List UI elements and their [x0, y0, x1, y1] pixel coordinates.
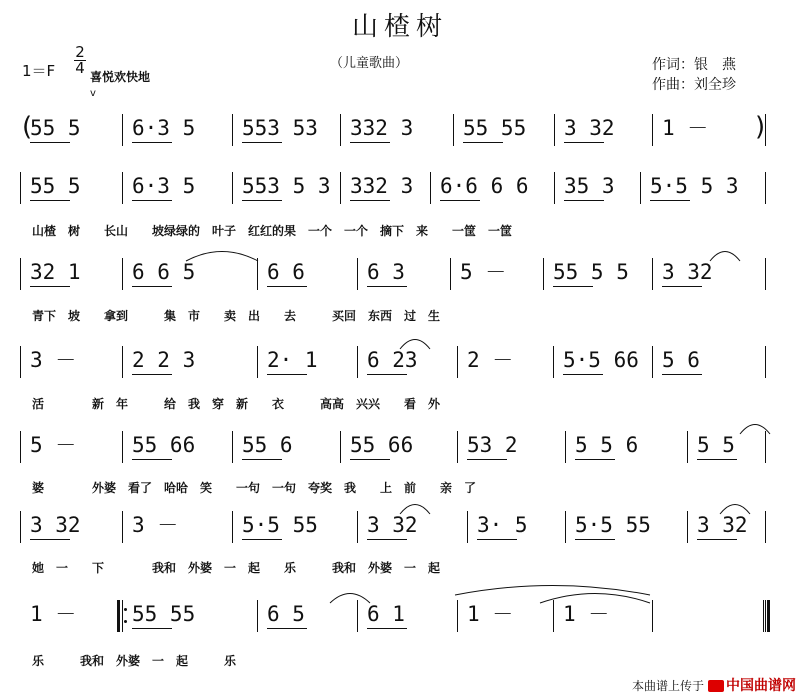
barline	[122, 511, 123, 543]
measure-notes: 53 2	[467, 433, 518, 457]
measure-notes: 6 6 5	[132, 260, 196, 284]
beam-underline	[30, 539, 70, 540]
measure-notes: 1 －	[467, 602, 514, 626]
measure-notes: 3 32	[30, 513, 81, 537]
beam-underline	[463, 142, 503, 143]
footer-text: 本曲谱上传于	[631, 679, 704, 693]
measure-notes: 2 －	[467, 348, 514, 372]
barline	[453, 114, 454, 146]
measure-notes: 6 23	[367, 348, 418, 372]
beam-underline	[242, 142, 282, 143]
beam-underline	[367, 628, 407, 629]
barline	[565, 511, 566, 543]
beam-underline	[132, 459, 172, 460]
lyrics-line: 婆 外婆 看了 哈哈 笑 一句 一句 夸奖 我 上 前 亲 了	[32, 481, 477, 495]
barline	[565, 431, 566, 463]
measure-notes: 3 －	[132, 513, 179, 537]
barline	[765, 258, 766, 290]
beam-underline	[553, 286, 593, 287]
barline	[257, 600, 258, 632]
beam-underline	[350, 200, 390, 201]
site-logo-icon	[708, 680, 724, 692]
measure-notes: 553 5 3	[242, 174, 331, 198]
slur-arc	[400, 336, 430, 350]
time-top: 2	[75, 43, 85, 61]
barline	[232, 511, 233, 543]
measure-notes: 5·5 55	[242, 513, 318, 537]
measure-notes: 6·3 5	[132, 116, 196, 140]
beam-underline	[350, 459, 390, 460]
barline	[20, 431, 21, 463]
measure-notes: 55 5	[30, 174, 81, 198]
barline	[257, 346, 258, 378]
measure-notes: 6 1	[367, 602, 405, 626]
barline	[640, 172, 641, 204]
barline	[652, 258, 653, 290]
measure-notes: 55 55	[463, 116, 527, 140]
final-barline-thin	[763, 600, 764, 632]
barline	[20, 172, 21, 204]
barline	[430, 172, 431, 204]
measure-notes: 3 32	[367, 513, 418, 537]
barline	[553, 600, 554, 632]
beam-underline	[132, 374, 172, 375]
beam-underline	[367, 286, 407, 287]
barline	[765, 511, 766, 543]
barline	[543, 258, 544, 290]
repeat-open-paren: (	[22, 112, 33, 142]
lyrics-line: 山楂 树 长山 坡绿绿的 叶子 红红的果 一个 一个 摘下 来 一筐 一筐	[32, 224, 513, 238]
measure-notes: 35 3	[564, 174, 615, 198]
measure-notes: 3· 5	[477, 513, 528, 537]
measure-notes: 55 66	[132, 433, 196, 457]
measure-notes: 332 3	[350, 174, 414, 198]
final-barline-thick	[767, 600, 770, 632]
beam-underline	[267, 286, 307, 287]
barline	[652, 114, 653, 146]
measure-notes: 5 5 6	[575, 433, 639, 457]
time-signature	[73, 45, 87, 76]
measure-notes: 5 5	[697, 433, 735, 457]
beam-underline	[267, 628, 307, 629]
barline	[652, 346, 653, 378]
slur-arc	[540, 590, 650, 604]
barline	[122, 172, 123, 204]
beam-underline	[267, 374, 307, 375]
barline	[687, 431, 688, 463]
breath-mark: v	[90, 88, 96, 99]
measure-notes: 5 6	[662, 348, 700, 372]
measure-notes: 6·6 6 6	[440, 174, 529, 198]
slur-arc	[186, 248, 258, 262]
beam-underline	[132, 286, 172, 287]
beam-underline	[242, 539, 282, 540]
slur-arc	[740, 421, 770, 435]
beam-underline	[697, 539, 737, 540]
key-signature: 1＝F	[22, 62, 56, 80]
barline	[457, 431, 458, 463]
measure-notes: 2 2 3	[132, 348, 196, 372]
barline	[122, 431, 123, 463]
barline	[765, 346, 766, 378]
lyrics-line: 活 新 年 给 我 穿 新 衣 高高 兴兴 看 外	[32, 397, 441, 411]
measure-notes: 1 －	[563, 602, 610, 626]
barline	[20, 511, 21, 543]
repeat-close-paren: )	[755, 112, 766, 142]
barline	[467, 511, 468, 543]
footer-brand: 中国曲谱网	[726, 678, 796, 694]
footer	[632, 675, 796, 695]
beam-underline	[30, 142, 70, 143]
beam-underline	[575, 459, 615, 460]
beam-underline	[650, 200, 690, 201]
barline	[765, 172, 766, 204]
measure-notes: 32 1	[30, 260, 81, 284]
slur-arc	[330, 590, 370, 604]
beam-underline	[564, 142, 604, 143]
beam-underline	[132, 142, 172, 143]
measure-notes: 6 6	[267, 260, 305, 284]
barline	[122, 600, 123, 632]
lyricist-credit: 作词：银 燕	[652, 57, 736, 73]
barline	[652, 600, 653, 632]
measure-notes: 6 3	[367, 260, 405, 284]
barline	[257, 258, 258, 290]
beam-underline	[575, 539, 615, 540]
measure-notes: 2· 1	[267, 348, 318, 372]
slur-arc	[720, 501, 750, 515]
barline	[687, 511, 688, 543]
slur-arc	[710, 248, 740, 262]
beam-underline	[662, 374, 702, 375]
barline	[340, 431, 341, 463]
beam-underline	[467, 459, 507, 460]
barline	[122, 258, 123, 290]
measure-notes: 55 5 5	[553, 260, 629, 284]
repeat-barline	[117, 600, 120, 632]
slur-arc	[400, 501, 430, 515]
measure-notes: 5·5 55	[575, 513, 651, 537]
measure-notes: 55 66	[350, 433, 414, 457]
beam-underline	[440, 200, 480, 201]
beam-underline	[242, 200, 282, 201]
measure-notes: 3 32	[697, 513, 748, 537]
barline	[554, 172, 555, 204]
measure-notes: 5·5 66	[563, 348, 639, 372]
beam-underline	[242, 459, 282, 460]
barline	[553, 346, 554, 378]
barline	[20, 346, 21, 378]
beam-underline	[30, 200, 70, 201]
measure-notes: 1 －	[30, 602, 77, 626]
time-bottom: 4	[75, 59, 85, 77]
repeat-dot	[124, 608, 127, 611]
beam-underline	[132, 200, 172, 201]
measure-notes: 3 －	[30, 348, 77, 372]
barline	[357, 511, 358, 543]
barline	[450, 258, 451, 290]
measure-notes: 3 32	[662, 260, 713, 284]
lyrics-line: 乐 我和 外婆 一 起 乐	[32, 654, 237, 668]
measure-notes: 1 －	[662, 116, 709, 140]
tempo-marking: 喜悦欢快地	[90, 70, 151, 84]
lyrics-line: 青下 坡 拿到 集 市 卖 出 去 买回 东西 过 生	[32, 309, 441, 323]
beam-underline	[662, 286, 702, 287]
barline	[457, 346, 458, 378]
barline	[232, 431, 233, 463]
measure-notes: 5 －	[460, 260, 507, 284]
beam-underline	[132, 628, 172, 629]
barline	[357, 600, 358, 632]
beam-underline	[477, 539, 517, 540]
barline	[20, 258, 21, 290]
beam-underline	[350, 142, 390, 143]
measure-notes: 6 5	[267, 602, 305, 626]
barline	[554, 114, 555, 146]
barline	[232, 114, 233, 146]
song-subtitle: （儿童歌曲）	[330, 56, 409, 71]
beam-underline	[564, 200, 604, 201]
measure-notes: 5·5 5 3	[650, 174, 739, 198]
measure-notes: 55 6	[242, 433, 293, 457]
measure-notes: 55 5	[30, 116, 81, 140]
barline	[357, 346, 358, 378]
barline	[457, 600, 458, 632]
barline	[765, 431, 766, 463]
beam-underline	[563, 374, 603, 375]
barline	[357, 258, 358, 290]
barline	[122, 346, 123, 378]
barline	[765, 600, 766, 632]
barline	[340, 114, 341, 146]
measure-notes: 553 53	[242, 116, 318, 140]
lyrics-line: 她 一 下 我和 外婆 一 起 乐 我和 外婆 一 起	[32, 561, 441, 575]
song-title: 山楂树	[351, 12, 448, 42]
measure-notes: 332 3	[350, 116, 414, 140]
beam-underline	[697, 459, 737, 460]
measure-notes: 5 －	[30, 433, 77, 457]
measure-notes: 55 55	[132, 602, 196, 626]
composer-credit: 作曲：刘全珍	[652, 77, 736, 93]
beam-underline	[30, 286, 70, 287]
barline	[340, 172, 341, 204]
measure-notes: 3 32	[564, 116, 615, 140]
barline	[232, 172, 233, 204]
barline	[122, 114, 123, 146]
measure-notes: 6·3 5	[132, 174, 196, 198]
beam-underline	[367, 374, 407, 375]
repeat-dot	[124, 620, 127, 623]
beam-underline	[367, 539, 407, 540]
